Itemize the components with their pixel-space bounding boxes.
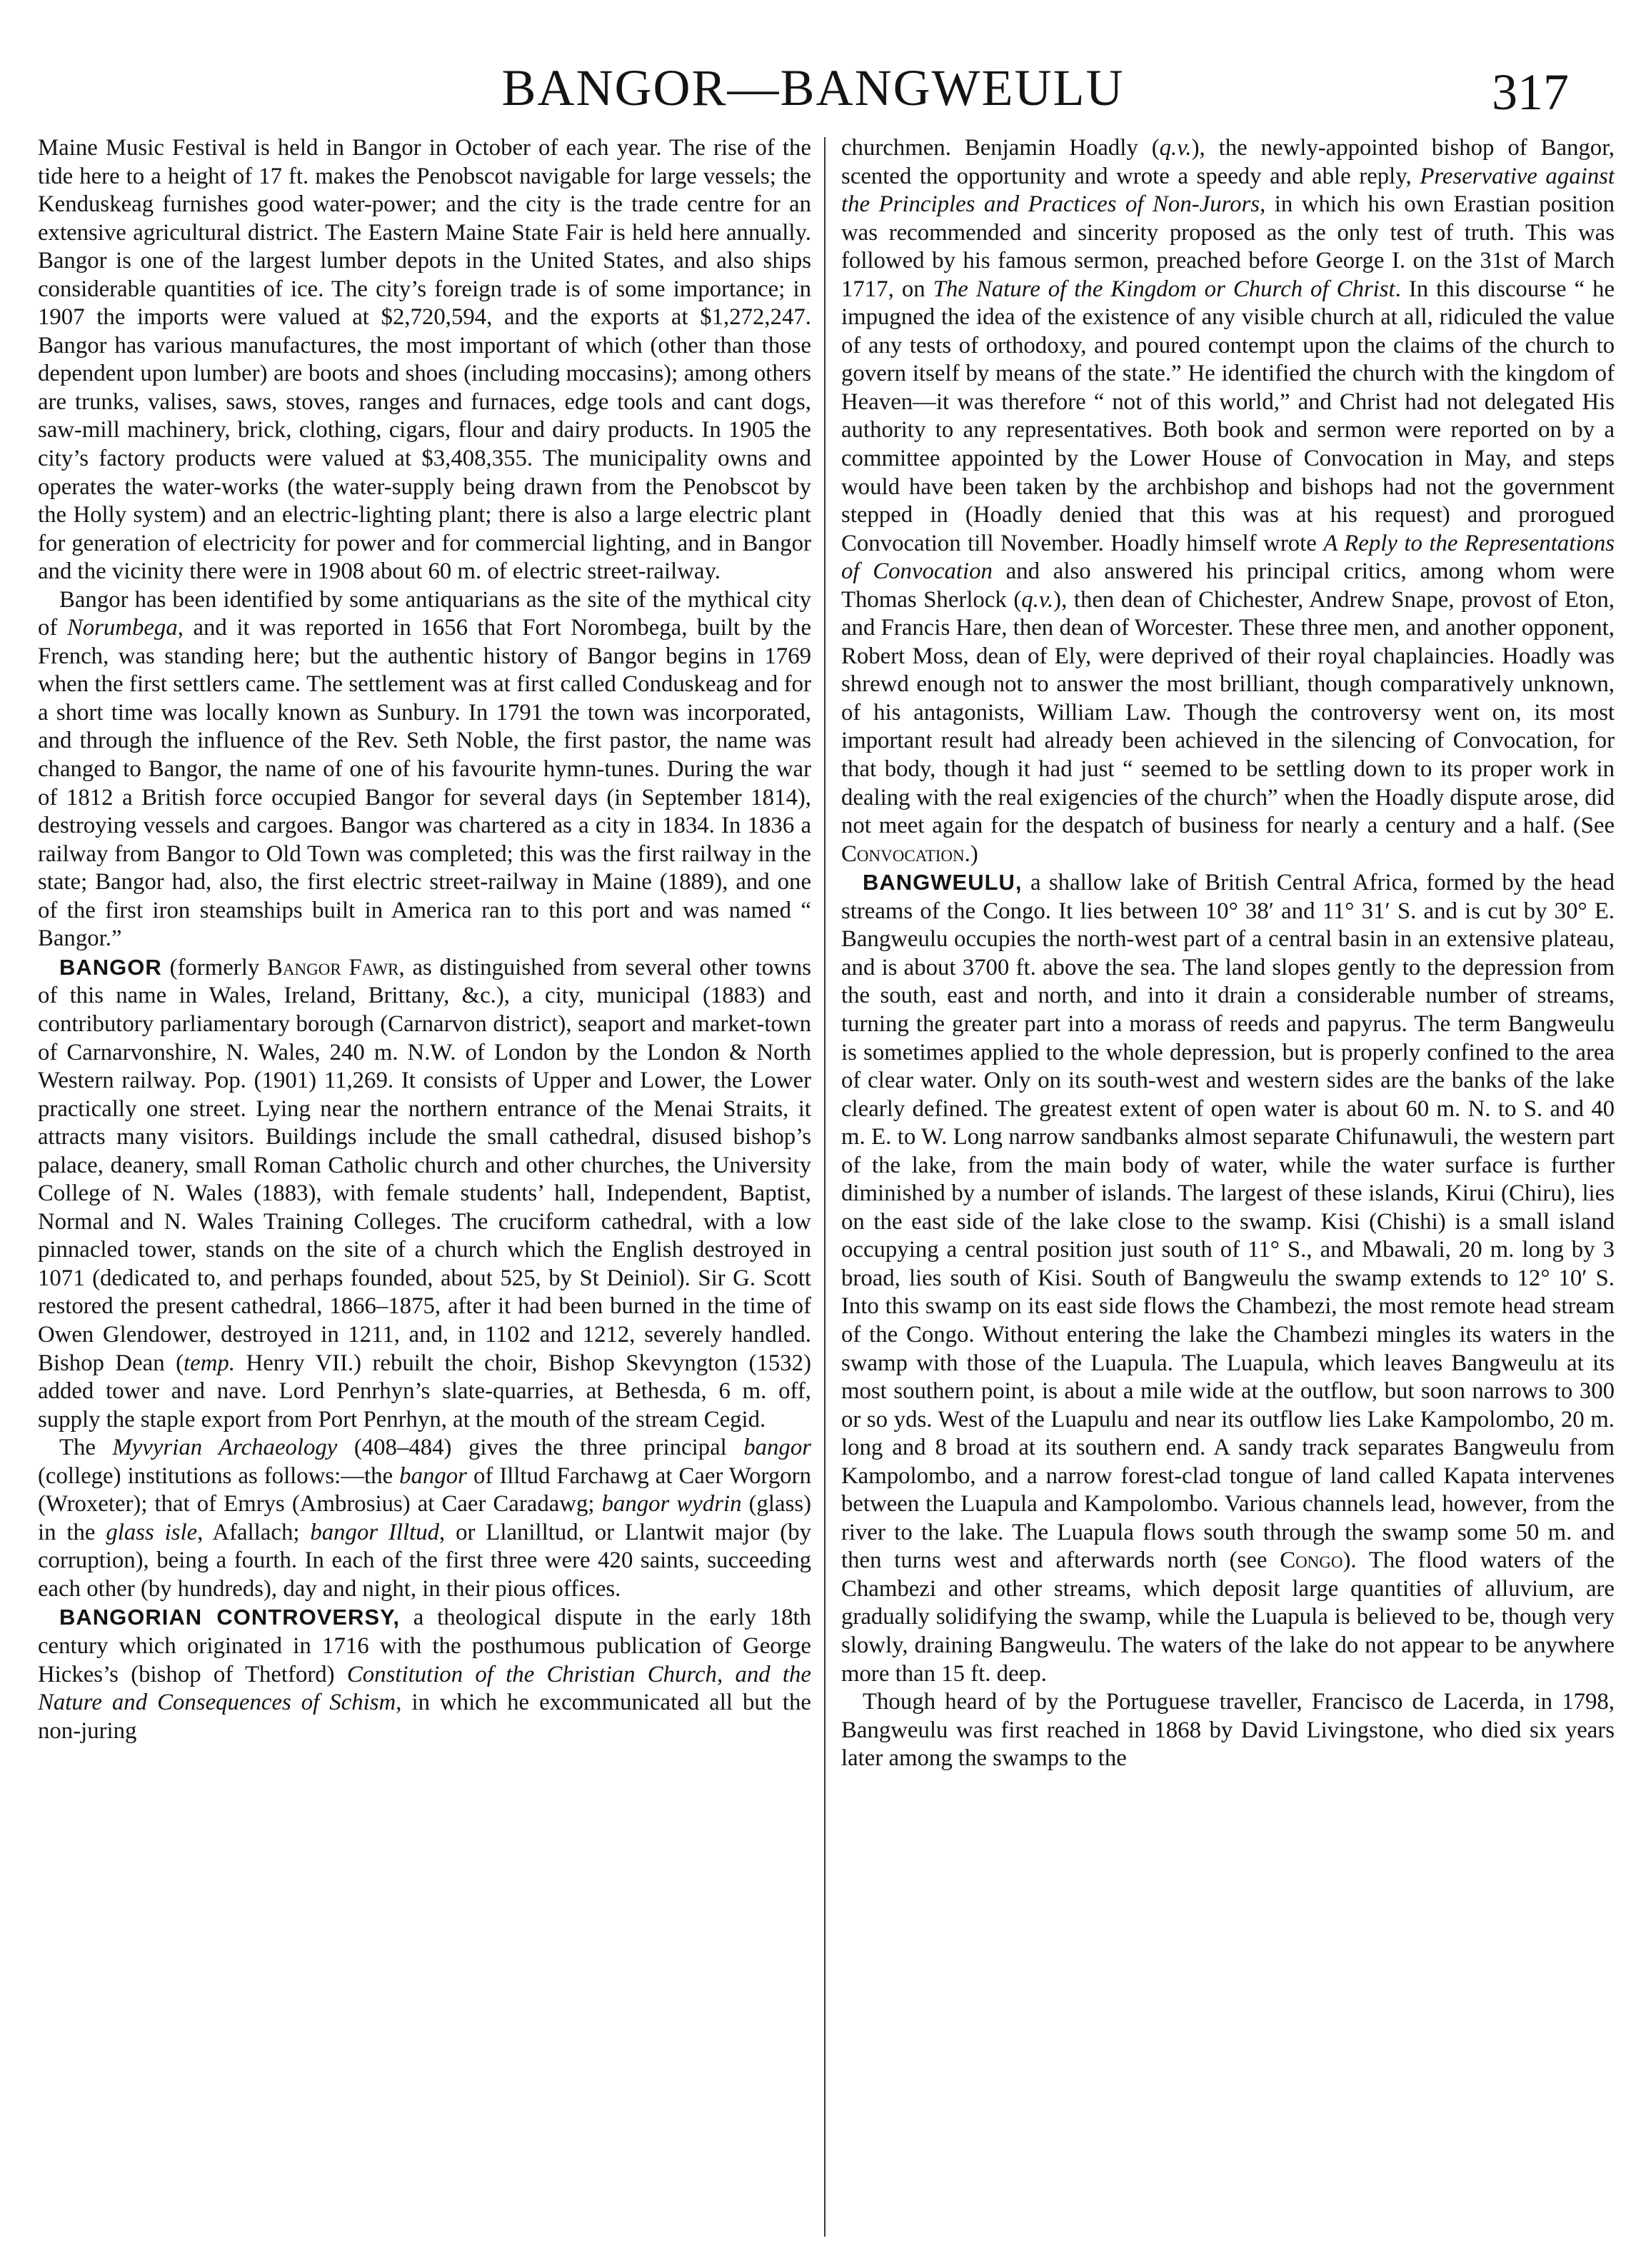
- paragraph-bangor-maine-history: Bangor has been identified by some antiquarians as the site of the mythical city of Norumbega, and it was reported in 1656 that Fort Norombega, built by the French, was standing here; but the authentic history of Bangor begins in 1769 when the first settlers came. The settlement was at first called Conduskeag and for a short time was locally known as Sunbury. In 1791 the town was incorporated, and through the influence of the Rev. Seth Noble, the first pastor, the name was changed to Bangor, the name of one of his favourite hymn-tunes. During the war of 1812 a British force occupied Bangor for several days (in September 1814), destroying vessels and cargoes. Bangor was chartered as a city in 1834. In 1836 a railway from Bangor to Old Town was completed; this was the first railway in the state; Bangor had, also, the first electric street-railway in Maine (1889), and one of the first iron steamships built in America ran to this port and was named “ Bangor.”: [38, 586, 811, 952]
- headword-bangor: BANGOR: [59, 954, 162, 980]
- headword-bangweulu: BANGWEULU,: [863, 870, 1023, 895]
- page-number: 317: [1492, 64, 1569, 121]
- entry-bangor-wales: BANGOR (formerly Bangor Fawr, as distinguished from several other towns of this name in Wales, Ireland, Brittany, &c.), a city, municipal (1883) and contributory parliamentary borough (Carnarvon district), seaport and market-town of Carnarvonshire, N. Wales, 240 m. N.W. of London by the London & North Western railway. Pop. (1901) 11,269. It consists of Upper and Lower, the Lower practically one street. Lying near the northern entrance of the Menai Straits, it attracts many visitors. Buildings include the small cathedral, disused bishop’s palace, deanery, small Roman Catholic church and other churches, the University College of N. Wales (1883), with female students’ hall, Independent, Baptist, Normal and N. Wales Training Colleges. The cruciform cathedral, with a low pinnacled tower, stands on the site of a church which the English destroyed in 1071 (dedicated to, and perhaps founded, about 525, by St Deiniol). Sir G. Scott restored the present cathedral, 1866–1875, after it had been burned in the time of Owen Glendower, destroyed in 1211, and, in 1102 and 1212, severely handled. Bishop Dean (temp. Henry VII.) rebuilt the choir, Bishop Skevyngton (1532) added tower and nave. Lord Penrhyn’s slate-quarries, at Bethesda, 6 m. off, supply the staple export from Port Penrhyn, at the mouth of the stream Cegid.: [38, 954, 811, 1432]
- paragraph-bangweulu-exploration: Though heard of by the Portuguese traveller, Francisco de Lacerda, in 1798, Bangweulu was first reached in 1868 by David Livingstone, who died six years later among the swamps to the: [841, 1689, 1615, 1772]
- entry-bangorian-controversy: BANGORIAN CONTROVERSY, a theological dispute in the early 18th century which originated in 1716 with the posthumous publication of George Hickes’s (bishop of Thetford) Constitution of the Christian Church, and the Nature and Consequences of Schism, in which he excommunicated all but the non-juring: [38, 1605, 811, 1744]
- cross-reference-convocation: Convocation: [841, 841, 965, 867]
- running-head: [0, 56, 1626, 120]
- column-divider: [824, 137, 825, 2237]
- paragraph-maine-music-festival: Maine Music Festival is held in Bangor in October of each year. The rise of the tide here to a height of 17 ft. makes the Penobscot navigable for large vessels; the Kenduskeag furnishes good water-power; and the city is the trade centre for an extensive agricultural district. The Eastern Maine State Fair is held here annually. Bangor is one of the largest lumber depots in the United States, and also ships considerable quantities of ice. The city’s foreign trade is of some importance; in 1907 the imports were valued at $2,720,594, and the exports at $1,272,247. Bangor has various manufactures, the most important of which (other than those dependent upon lumber) are boots and shoes (including moccasins); among others are trunks, valises, saws, stoves, ranges and furnaces, edge tools and cant dogs, saw-mill machinery, brick, clothing, cigars, flour and dairy products. In 1905 the city’s factory products were valued at $3,408,355. The municipality owns and operates the water-works (the water-supply being drawn from the Penobscot by the Holly system) and an electric-lighting plant; there is also a large electric plant for generation of electricity for power and for commercial lighting, and in Bangor and the vicinity there were in 1908 about 60 m. of electric street-railway.: [38, 135, 811, 585]
- page-title: BANGOR—BANGWEULU: [501, 59, 1125, 116]
- headword-bangorian-controversy: BANGORIAN CONTROVERSY,: [59, 1605, 400, 1630]
- left-column: [38, 134, 811, 2244]
- paragraph-controversy-continued: churchmen. Benjamin Hoadly (q.v.), the newly-appointed bishop of Bangor, scented the opportunity and wrote a speedy and able reply, Preservative against the Principles and Practices of Non-Jurors, in which his own Erastian position was recommended and sincerity proposed as the only test of truth. This was followed by his famous sermon, preached before George I. on the 31st of March 1717, on The Nature of the Kingdom or Church of Christ. In this discourse “ he impugned the idea of the existence of any visible church at all, ridiculed the value of any tests of orthodoxy, and poured contempt upon the claims of the church to govern itself by means of the state.” He identified the church with the kingdom of Heaven—it was therefore “ not of this world,” and Christ had not delegated His authority to any representatives. Both book and sermon were reported on by a committee appointed by the Lower House of Convocation in May, and steps would have been taken by the archbishop and bishops had not the government stepped in (Hoadly denied that this was at his request) and prorogued Convocation till November. Hoadly himself wrote A Reply to the Representations of Convocation and also answered his principal critics, among whom were Thomas Sherlock (q.v.), then dean of Chichester, Andrew Snape, provost of Eton, and Francis Hare, then dean of Worcester. These three men, and another opponent, Robert Moss, dean of Ely, were deprived of their royal chaplaincies. Hoadly was shrewd enough not to answer the most brilliant, though comparatively unknown, of his antagonists, William Law. Though the controversy went on, its most important result had already been achieved in the silencing of Convocation, for that body, though it had just “ seemed to be settling down to its proper work in dealing with the real exigencies of the church” when the Hoadly dispute arose, did not meet again for the despatch of business for nearly a century and a half. (See Convocation.): [841, 135, 1615, 867]
- cross-reference-congo: Congo: [1280, 1547, 1343, 1574]
- paragraph-myvyrian-archaeology: The Myvyrian Archaeology (408–484) gives the three principal bangor (college) institutions as follows:—the bangor of Illtud Farchawg at Caer Worgorn (Wroxeter); that of Emrys (Ambrosius) at Caer Caradawg; bangor wydrin (glass) in the glass isle, Afallach; bangor Illtud, or Llanilltud, or Llantwit major (by corruption), being a fourth. In each of the first three were 420 saints, succeeding each other (by hundreds), day and night, in their pious offices.: [38, 1435, 811, 1602]
- entry-bangweulu: BANGWEULU, a shallow lake of British Central Africa, formed by the head streams of the Congo. It lies between 10° 38′ and 11° 31′ S. and is cut by 30° E. Bangweulu occupies the north-west part of a central basin in an extensive plateau, and is about 3700 ft. above the sea. The land slopes gently to the depression from the south, east and north, and into it drain a considerable number of streams, turning the greater part into a morass of reeds and papyrus. The term Bangweulu is sometimes applied to the whole depression, but is properly confined to the area of clear water. Only on its south-west and western sides are the banks of the lake clearly defined. The greatest extent of open water is about 60 m. N. to S. and 40 m. E. to W. Long narrow sandbanks almost separate Chifunawuli, the western part of the lake, from the main body of water, while the water surface is further diminished by a number of islands. The largest of these islands, Kirui (Chiru), lies on the east side of the lake close to the swamp. Kisi (Chishi) is a small island occupying a central position just south of 11° S., and Mbawali, 20 m. long by 3 broad, lies south of Kisi. South of Bangweulu the swamp extends to 12° 10′ S. Into this swamp on its east side flows the Chambezi, the most remote head stream of the Congo. Without entering the lake the Chambezi mingles its waters in the swamp with those of the Luapula. The Luapula, which leaves Bangweulu at its most southern point, is about a mile wide at the outflow, but soon narrows to 300 or so yds. West of the Luapulu and near its outflow lies Lake Kampolombo, 20 m. long and 8 broad at its southern end. A sandy track separates Bangweulu from Kampolombo, and a narrow forest-clad tongue of land called Kapata intervenes between the Luapula and Kampolombo. Various channels lead, however, from the river to the lake. The Luapula flows south through the swamp some 50 m. and then turns west and afterwards north (see Congo). The flood waters of the Chambezi and other streams, which deposit large quantities of alluvium, are gradually solidifying the swamp, while the Luapula is believed to be, though very slowly, draining Bangweulu. The waters of the lake do not appear to be anywhere more than 15 ft. deep.: [841, 870, 1615, 1687]
- right-column: [841, 134, 1615, 2244]
